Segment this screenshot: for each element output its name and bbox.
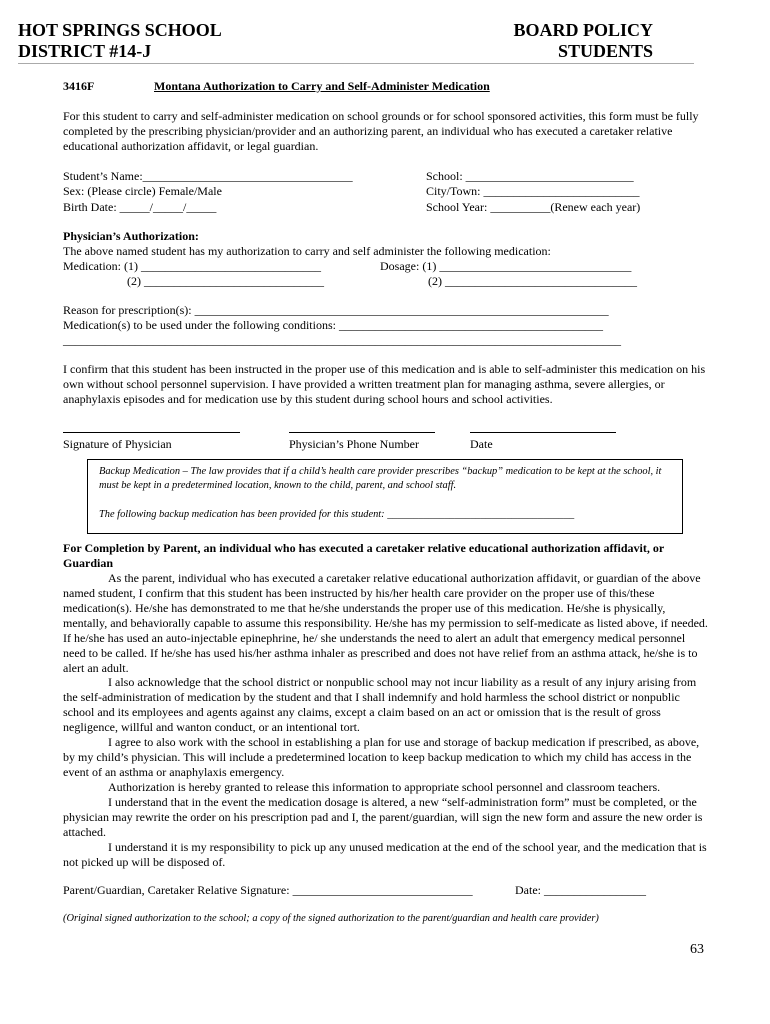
birth-date-field: Birth Date: _____/_____/_____ [63,200,217,214]
dosage-2-field: (2) ________________________________ [428,274,637,288]
parent-paragraph-4: Authorization is hereby granted to release this information to appropriate school personnel and classroom teachers. [108,780,661,794]
header-divider [18,63,694,64]
city-field: City/Town: __________________________ [426,184,640,198]
distribution-note: (Original signed authorization to the school; a copy of the signed authorization to the parent/guardian and health care provider) [63,913,599,924]
parent-paragraph-1: As the parent, individual who has executed a caretaker relative educational authorization affidavit, or guardian of the above named student, I confirm that this student has been instructed by his/her health care provider on the proper use of this/these medication(s). He/she has demonstrated to me that he/she understands the proper use of this medication. He/she is physically, mentally, and behaviorally capable to assume this responsibility. He/she has my permission to self-medicate as listed above, if needed. If he/she has used an auto-injectable epinephrine, he/ she understands the need to alert an adult that emergency medical personnel need to be called. If he/she has used his/her asthma inhaler as prescribed and does not have relief from an asthma attack, he/she is to alert an adult. [63,571,708,675]
student-name-field: Student’s Name:___________________________________ [63,169,353,183]
reason-field: Reason for prescription(s): _____________________________________________________________________ [63,303,609,317]
intro-paragraph: For this student to carry and self-administer medication on school grounds or for school sponsored activities, this form must be fully completed by the prescribing physician/provider and an authorizing parent, an individual who has executed a caretaker relative educational authorization affidavit, or legal guardian. [63,109,699,153]
parent-heading: For Completion by Parent, an individual who has executed a caretaker relative educational authorization affidavit, or Guardian [63,541,664,570]
backup-provided-field: The following backup medication has been provided for this student: ____________________________________ [99,509,575,520]
physician-heading: Physician’s Authorization: [63,229,199,243]
medication-2-field: (2) ______________________________ [127,274,324,288]
parent-signature-field: Parent/Guardian, Caretaker Relative Signature: ______________________________ [63,883,473,897]
backup-medication-box [87,459,683,534]
page-number: 63 [690,942,704,957]
school-year-field: School Year: __________(Renew each year) [426,200,641,214]
district-name-line1: HOT SPRINGS SCHOOL [18,20,222,40]
parent-date-field: Date: _________________ [515,883,646,897]
form-title: Montana Authorization to Carry and Self-Administer Medication [154,79,490,93]
phone-signature-line [289,432,435,433]
parent-paragraph-6: I understand it is my responsibility to pick up any unused medication at the end of the school year, and the medication that is not picked up will be disposed of. [63,840,707,869]
physician-signature-label: Signature of Physician [63,437,172,451]
backup-medication-text: Backup Medication – The law provides that if a child’s health care provider prescribes “backup” medication to be kept at the school, it must be kept in a predetermined location, known to the child, parent, and school staff. [99,466,662,491]
conditions-field: Medication(s) to be used under the following conditions: ____________________________________________ [63,318,603,332]
date-signature-line [470,432,616,433]
parent-paragraph-5: I understand that in the event the medication dosage is altered, a new “self-administration form” must be completed, or the physician may rewrite the order on his prescription pad and I, the parent/guardian, will sign the new form and assure the new order is attached. [63,795,703,839]
section-label: STUDENTS [557,41,653,61]
district-name-line2: DISTRICT #14-J [18,41,152,61]
parent-paragraph-3: I agree to also work with the school in establishing a plan for use and storage of backup medication if prescribed, as above, by my child’s physician. This will include a predetermined location to keep backup medication to which my child has access in the event of an asthma or anaphylaxis emergency. [63,735,700,779]
physician-statement: The above named student has my authorization to carry and self administer the following medication: [63,244,551,258]
physician-phone-label: Physician’s Phone Number [289,437,419,451]
board-policy-label: BOARD POLICY [513,20,653,40]
form-number: 3416F [63,79,95,93]
physician-signature-line [63,432,240,433]
dosage-1-field: Dosage: (1) ________________________________ [380,259,632,273]
physician-date-label: Date [470,437,493,451]
physician-confirmation: I confirm that this student has been instructed in the proper use of this medication and is able to self-administer this medication on his own without school personnel supervision. I have provided a written treatment plan for managing asthma, severe allergies, or anaphylaxis episodes and for medication use by this student during school hours and school activities. [63,362,706,406]
conditions-extra-line: _____________________________________________________________________________________________ [63,333,621,347]
sex-field: Sex: (Please circle) Female/Male [63,184,222,198]
school-field: School: ____________________________ [426,169,634,183]
parent-paragraph-2: I also acknowledge that the school district or nonpublic school may not incur liability as a result of any injury arising from the self-administration of medication by the student and that I shall indemnify and hold harmless the school district or nonpublic school and its employees and agents against any claims, except a claim based on an act or omission that is the result of gross negligence, willful and wanton conduct, or an intentional tort. [63,675,697,734]
medication-1-field: Medication: (1) ______________________________ [63,259,321,273]
